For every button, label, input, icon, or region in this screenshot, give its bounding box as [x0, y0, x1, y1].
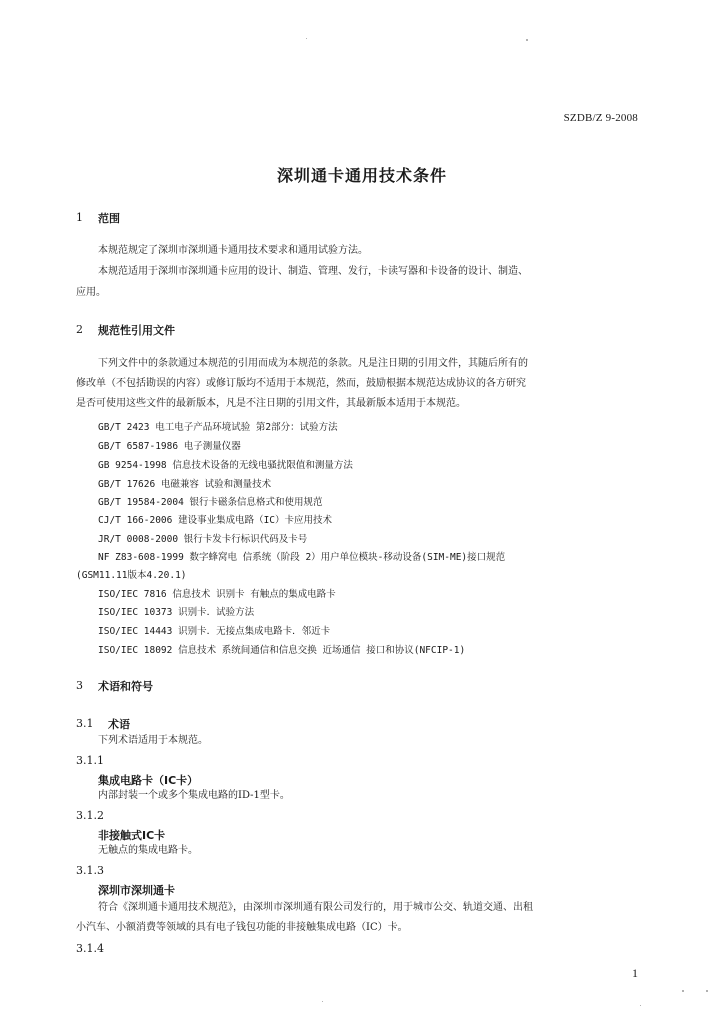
reference-item: GB 9254-1998 信息技术设备的无线电骚扰限值和测量方法	[98, 460, 353, 471]
section-3-heading: 术语和符号	[98, 680, 153, 693]
reference-item: ISO/IEC 14443 识别卡．无接点集成电路卡．邻近卡	[98, 626, 331, 637]
scan-speck	[322, 1001, 323, 1002]
term-title: 集成电路卡（IC卡）	[98, 774, 199, 787]
subsection-3-1-text: 下列术语适用于本规范。	[98, 735, 208, 746]
reference-item: GB/T 2423 电工电子产品环境试验 第2部分：试验方法	[98, 422, 338, 433]
reference-item: NF Z83-608-1999 数字蜂窝电 信系统（阶段 2）用户单位模块-移动设备(SIM-ME)接口规范	[98, 552, 506, 563]
term-number: 3.1.4	[76, 942, 104, 955]
section-2-intro-3: 是否可使用这些文件的最新版本，凡是不注日期的引用文件，其最新版本适用于本规范。	[76, 398, 466, 409]
standard-code: SZDB/Z 9-2008	[563, 112, 638, 124]
term-definition: 内部封装一个或多个集成电路的ID-1型卡。	[98, 790, 290, 801]
section-1-para-2: 本规范适用于深圳市深圳通卡应用的设计、制造、管理、发行，卡读写器和卡设备的设计、制造、	[98, 266, 528, 277]
scan-speck	[640, 1005, 641, 1006]
reference-item: ISO/IEC 18092 信息技术 系统间通信和信息交换 近场通信 接口和协议(NFCIP-1)	[98, 645, 466, 656]
reference-item: ISO/IEC 7816 信息技术 识别卡 有触点的集成电路卡	[98, 589, 336, 600]
term-title: 非接触式IC卡	[98, 829, 166, 842]
reference-item: GB/T 19584-2004 银行卡磁条信息格式和使用规范	[98, 497, 323, 508]
section-1-para-3: 应用。	[76, 287, 106, 298]
reference-item: CJ/T 166-2006 建设事业集成电路（IC）卡应用技术	[98, 515, 333, 526]
reference-item: JR/T 0008-2000 银行卡发卡行标识代码及卡号	[98, 534, 308, 545]
term-number: 3.1.2	[76, 809, 104, 822]
reference-item: GB/T 17626 电磁兼容 试验和测量技术	[98, 479, 272, 490]
section-3-number: 3	[76, 679, 83, 692]
term-definition: 无触点的集成电路卡。	[98, 845, 198, 856]
document-title: 深圳通卡通用技术条件	[276, 166, 447, 185]
scan-speck	[526, 39, 528, 41]
term-number: 3.1.1	[76, 754, 104, 767]
section-1-heading: 范围	[98, 212, 120, 225]
section-1-para-1: 本规范规定了深圳市深圳通卡通用技术要求和通用试验方法。	[98, 245, 368, 256]
subsection-3-1-heading: 术语	[108, 718, 130, 731]
section-2-number: 2	[76, 323, 83, 336]
scan-speck	[706, 990, 708, 992]
section-2-heading: 规范性引用文件	[98, 324, 175, 337]
subsection-3-1-number: 3.1	[76, 717, 94, 730]
term-title: 深圳市深圳通卡	[98, 884, 175, 897]
term-number: 3.1.3	[76, 864, 104, 877]
term-definition-continued: 小汽车、小额消费等领域的具有电子钱包功能的非接触集成电路（IC）卡。	[76, 922, 408, 933]
reference-item-continued: (GSM11.11版本4.20.1)	[76, 570, 187, 581]
page-number: 1	[632, 966, 638, 980]
section-2-intro-2: 修改单（不包括勘误的内容）或修订版均不适用于本规范，然而，鼓励根据本规范达成协议的各方研究	[76, 378, 526, 389]
section-1-number: 1	[76, 211, 83, 224]
scan-speck	[306, 38, 307, 39]
reference-item: GB/T 6587-1986 电子测量仪器	[98, 441, 241, 452]
scan-speck	[682, 990, 684, 992]
term-definition: 符合《深圳通卡通用技术规范》，由深圳市深圳通有限公司发行的，用于城市公交、轨道交通、出租	[98, 902, 533, 913]
reference-item: ISO/IEC 10373 识别卡．试验方法	[98, 607, 255, 618]
section-2-intro-1: 下列文件中的条款通过本规范的引用而成为本规范的条款。凡是注日期的引用文件，其随后所有的	[98, 358, 528, 369]
